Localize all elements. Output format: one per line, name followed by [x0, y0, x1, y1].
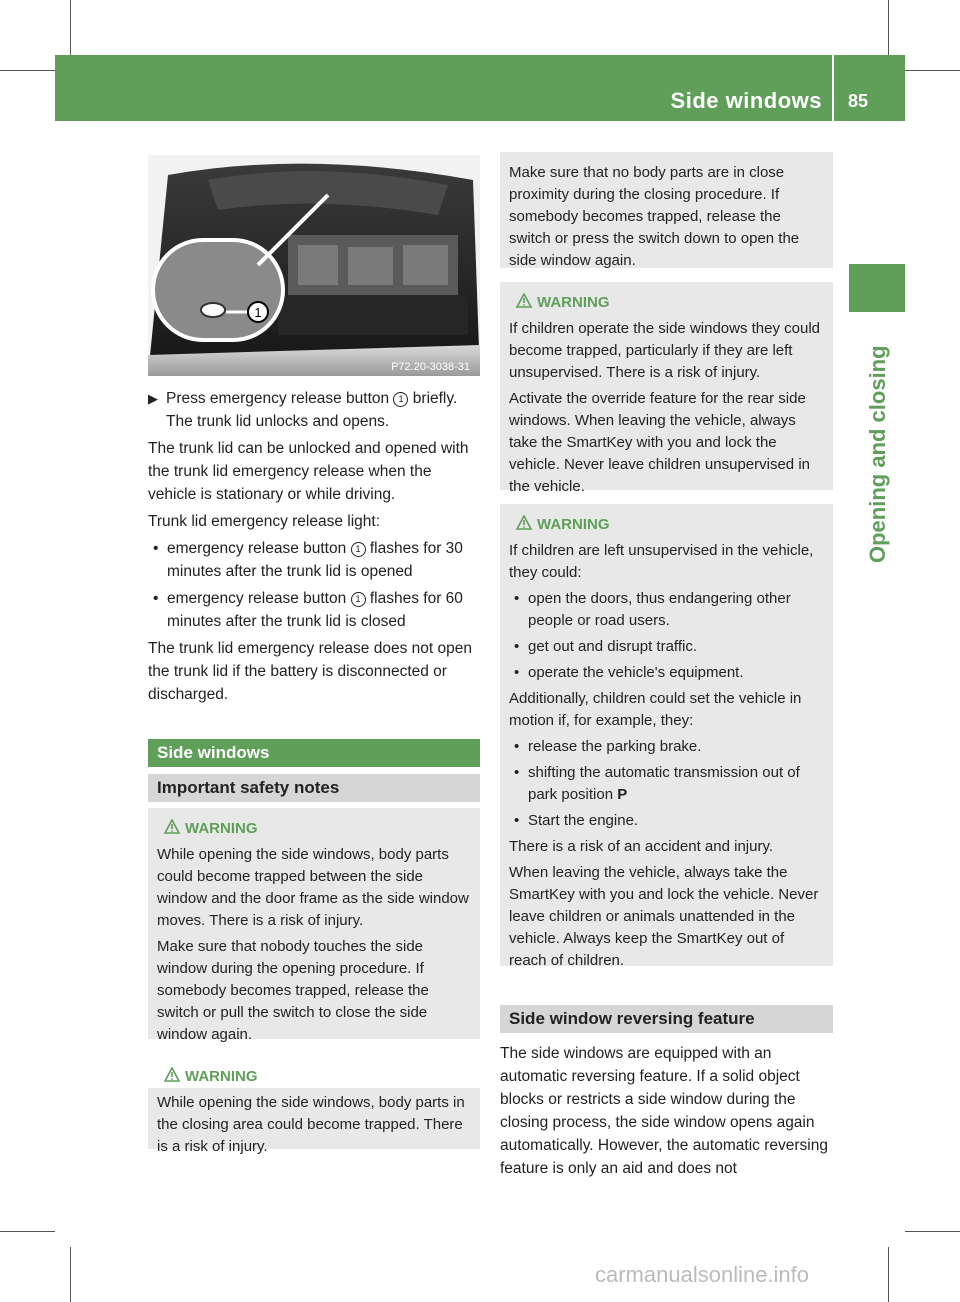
warning-text: Additionally, children could set the vehicle in motion if, for example, they: — [509, 690, 802, 729]
instruction-step — [148, 387, 480, 433]
section-heading: Side windows — [148, 739, 480, 767]
warning-text: If children operate the side windows they could become trapped, particularly if they are left unsupervised. There is a risk of injury. — [509, 320, 821, 381]
chapter-label: Opening and closing — [865, 345, 890, 563]
paragraph: The side windows are equipped with an automatic reversing feature. If a solid object blocks or restricts a side window during the closing process, the side window opens again automatically. However, the automatic reversing feature is only an aid and does not — [500, 1045, 828, 1177]
warning-triangle-icon — [164, 819, 180, 834]
bullet-icon: • — [514, 812, 520, 829]
bullet-icon: • — [514, 738, 520, 755]
list-item: • operate the vehicle's equipment. — [509, 662, 824, 684]
paragraph: The trunk lid can be unlocked and opened with the trunk lid emergency release when the vehicle is stationary or while driving. — [148, 440, 469, 503]
photo-callout: 1 — [254, 305, 262, 320]
bullet-icon: • — [153, 590, 159, 607]
warning-text: While opening the side windows, body parts could become trapped between the side window and the door frame as the side window moves. There is a risk of injury. — [157, 846, 469, 929]
list-item: • shifting the automatic transmission out of park position P — [514, 764, 800, 803]
section-heading: Side window reversing feature — [500, 1005, 833, 1033]
crop-mark — [70, 1247, 71, 1302]
callout-1-icon: 1 — [393, 392, 408, 407]
list-item: • release the parking brake. — [509, 736, 824, 758]
list-item: • emergency release button 1 flashes for 30 minutes after the trunk lid is opened — [148, 537, 480, 583]
warning-box — [148, 1068, 480, 1155]
warning-box — [500, 282, 833, 495]
page-header-title: Side windows — [670, 88, 822, 113]
warning-text: If children are left unsupervised in the vehicle, they could: — [509, 542, 814, 581]
paragraph: The trunk lid emergency release does not open the trunk lid if the battery is disconnected or discharged. — [148, 640, 472, 703]
warning-box — [148, 808, 480, 1043]
header-divider — [832, 55, 834, 121]
trunk-photo — [148, 155, 480, 376]
bullet-icon: • — [514, 590, 520, 607]
warning-heading: WARNING — [157, 818, 471, 840]
crop-mark — [905, 1231, 960, 1232]
callout-1-icon: 1 — [351, 542, 366, 557]
bullet-icon: • — [153, 540, 159, 557]
bullet-icon: • — [514, 638, 520, 655]
bullet-icon: • — [514, 764, 520, 781]
callout-1-icon: 1 — [351, 592, 366, 607]
warning-heading: WARNING — [157, 1066, 471, 1088]
warning-triangle-icon — [516, 515, 532, 530]
warning-text: While opening the side windows, body parts in the closing area could become trapped. There is a risk of injury. — [157, 1094, 465, 1155]
warning-text: Make sure that no body parts are in close proximity during the closing procedure. If somebody becomes trapped, release the switch or press the switch down to open the side window again. — [509, 164, 800, 269]
crop-mark — [888, 1247, 889, 1302]
page-number: 85 — [848, 91, 869, 111]
subsection-heading: Important safety notes — [148, 774, 480, 802]
watermark: carmanualsonline.info — [595, 1262, 810, 1287]
warning-box — [500, 504, 833, 969]
list-item: • open the doors, thus endangering other people or road users. — [514, 590, 791, 629]
crop-mark — [905, 70, 960, 71]
crop-mark — [0, 70, 55, 71]
step-result: The trunk lid unlocks and opens. — [166, 413, 390, 430]
park-position-letter: P — [617, 786, 628, 803]
list-item: • emergency release button 1 flashes for 60 minutes after the trunk lid is closed — [148, 587, 480, 633]
warning-triangle-icon — [516, 293, 532, 308]
paragraph: Trunk lid emergency release light: — [148, 513, 381, 530]
arrow-icon: ▶ — [148, 391, 158, 406]
crop-mark — [888, 0, 889, 55]
list-item: • Start the engine. — [509, 810, 824, 832]
bullet-icon: • — [514, 664, 520, 681]
warning-text: Activate the override feature for the rear side windows. When leaving the vehicle, always take the SmartKey with you and lock the vehicle. Never leave children unsupervised in the vehicle. — [509, 390, 810, 495]
crop-mark — [70, 0, 71, 55]
trunk-illustration — [148, 155, 480, 376]
warning-heading: WARNING — [509, 292, 824, 314]
warning-heading: WARNING — [509, 514, 824, 536]
right-body — [500, 1042, 836, 1184]
step-text-end: briefly. — [412, 390, 458, 407]
warning-continued-box — [500, 152, 833, 268]
warning-text: Make sure that nobody touches the side window during the opening procedure. If somebody becomes trapped, release the switch or pull the switch to close the side window again. — [157, 938, 429, 1043]
crop-mark — [0, 1231, 55, 1232]
warning-text: There is a risk of an accident and injury. — [509, 838, 774, 855]
chapter-tab — [849, 264, 905, 312]
warning-text: When leaving the vehicle, always take the SmartKey with you and lock the vehicle. Never leave children or animals unattended in the vehicle. Always keep the SmartKey out of reach of children. — [509, 864, 819, 969]
step-text: Press emergency release button — [166, 390, 390, 407]
list-item: • get out and disrupt traffic. — [509, 636, 824, 658]
left-body — [148, 387, 480, 710]
warning-triangle-icon — [164, 1067, 180, 1082]
photo-code: P72.20-3038-31 — [391, 361, 470, 373]
